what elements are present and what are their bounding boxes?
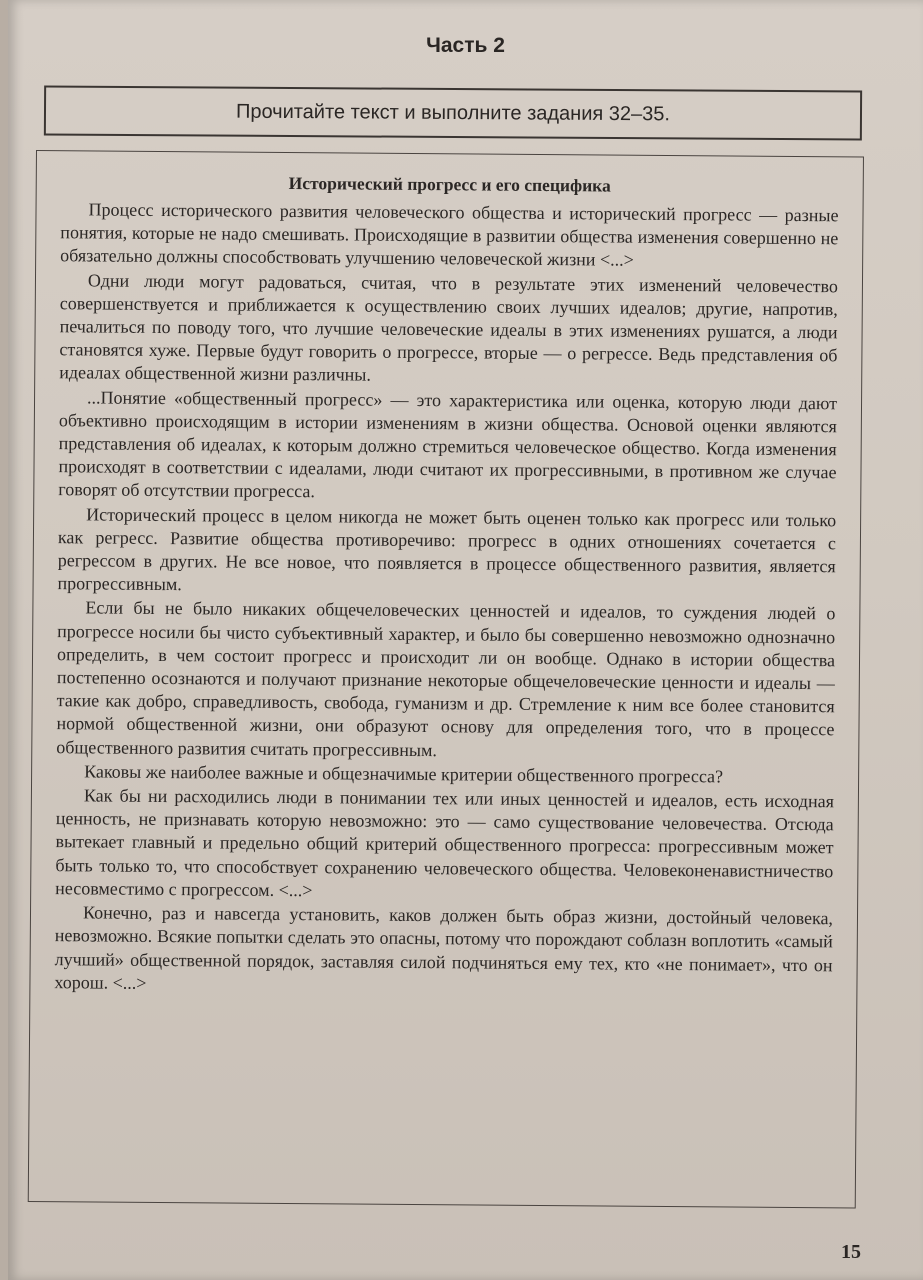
instruction-box [44,86,862,141]
paragraph: Каковы же наиболее важные и общезначимые критерии общественного прогресса? [84,761,724,787]
paragraph: Процесс исторического развития человеческого общества и исторический прогресс — разные понятия, которые не надо смешивать. Происходящие в развитии общества изменения совершенно не обязательно должны способствовать улучшению человеческой жизни <...> [60,199,839,271]
text-title: Исторический прогресс и его специфика [288,172,611,196]
textbook-page [8,0,923,1280]
page-number: 15 [841,1241,861,1263]
part-title: Часть 2 [426,34,505,57]
paragraph: Как бы ни расходились люди в понимании тех или иных ценностей и идеалов, есть исходная ценность, не признавать которую невозможно: это — само существование человечества. Отсюда вытекает главный и предельно общий критерий общественного прогресса: прогрессивным может быть только то, что способствует сохранению человеческого общества. Человеконенавистничество несовместимо с прогрессом. <...> [55,785,834,901]
paragraph: Одни люди могут радоваться, считая, что в результате этих изменений человечество совершенствуется и приближается к осуществлению своих лучших идеалов; другие, напротив, печалиться по поводу того, что лучшие человеческие идеалы в этих изменениях рушатся, а люди становятся хуже. Первые будут говорить о прогрессе, вторые — о регрессе. Ведь представления об идеалах общественной жизни различны. [59,270,839,386]
paragraph: Если бы не было никаких общечеловеческих ценностей и идеалов, то суждения людей о прогрессе носили бы чисто субъективный характер, и было бы совершенно невозможно однозначно определить, в чем состоит прогресс и происходит ли он вообще. Однако в истории общества постепенно осознаются и получают признание некоторые общечеловеческие ценности и идеалы — такие как добро, справедливость, свобода, гуманизм и др. Стремление к ним все более становится нормой общественной жизни, они образуют основу для определения того, что в процессе общественного развития считать прогрессивным. [56,597,836,760]
instruction-text: Прочитайте текст и выполните задания 32–35. [235,100,671,125]
paragraph: Конечно, раз и навсегда установить, каков должен быть образ жизни, достойный человека, невозможно. Всякие попытки сделать это опасны, потому что порождают соблазн воплотить «самый лучший» общественной порядок, заставляя силой подчиняться ему тех, кто «не понимает», что он хорош. <...> [54,902,834,993]
reading-text-box [28,150,864,1208]
paragraph: Исторический процесс в целом никогда не может быть оценен только как прогресс или только как регресс. Развитие общества противоречиво: прогресс в одних отношениях сочетается с регрессом в других. Не все новое, что появляется в процессе общественного развития, является прогрессивным. [57,504,837,595]
paragraph: ...Понятие «общественный прогресс» — это характеристика или оценка, которую люди дают объективно происходящим в истории изменениям в жизни общества. Основой оценки являются представления об идеалах, к которым должно стремиться человеческое общество. Когда изменения происходят в соответствии с идеалами, люди считают их прогрессивными, в противном же случае говорят об отсутствии прогресса. [58,387,838,502]
